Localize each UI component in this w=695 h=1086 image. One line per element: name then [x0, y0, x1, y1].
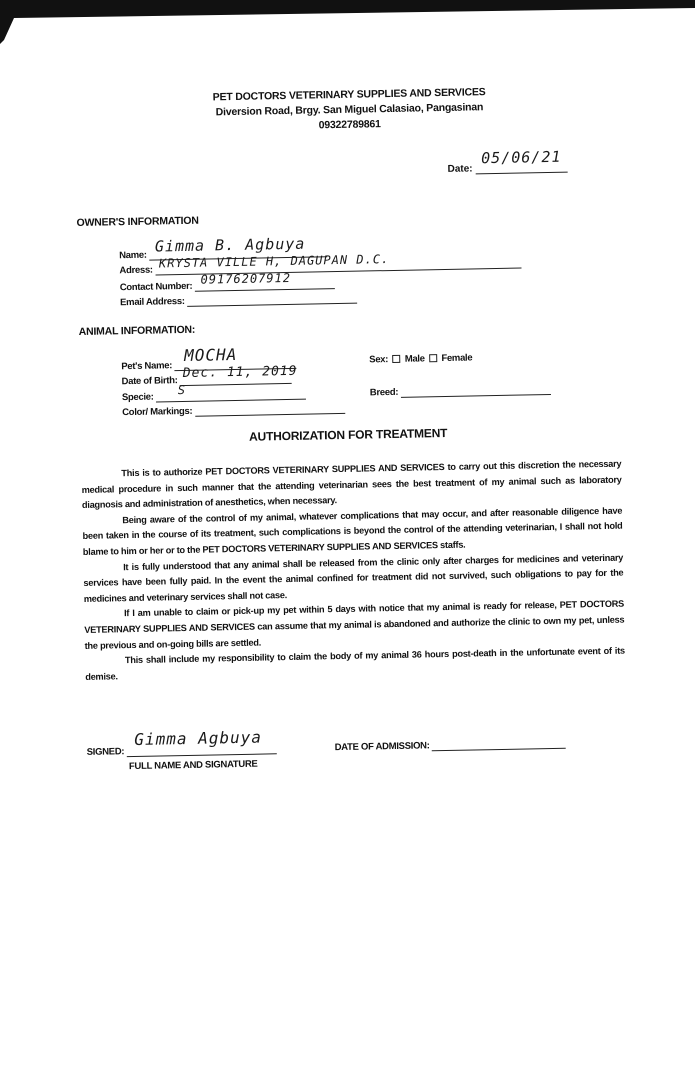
signature-value: Gimma Agbuya [134, 727, 263, 750]
owner-email-row [120, 291, 357, 309]
signed-label: SIGNED: [86, 746, 125, 758]
date-label: Date: [447, 163, 473, 175]
authorization-paragraph-4: If I am unable to claim or pick-up my pet within 5 days with notice that my animal is ready for release, PET DOCTORS VETERINARY SUPPLIES AND SERVICES can assume that my animal is abandoned and authorize the clinic to own my pet, unless the previous and on-going bills are settled. [84, 598, 625, 651]
authorization-paragraph-1: This is to authorize PET DOCTORS VETERINARY SUPPLIES AND SERVICES to carry out this discretion the necessary medical procedure in such manner that the attending veterinarian sees the best treatment of my animal such as laboratory diagnosis and administration of anesthetics, when necessary. [81, 458, 622, 511]
signed-row [86, 727, 277, 758]
sex-male-checkbox[interactable] [392, 355, 400, 363]
owner-name-label: Name: [119, 249, 147, 262]
authorization-body [81, 457, 625, 686]
admission-field[interactable] [432, 736, 566, 752]
pet-specie-row [121, 382, 306, 404]
pet-sex-label: Sex: [369, 354, 389, 366]
pet-specie-label: Specie: [121, 391, 154, 404]
letterhead [144, 84, 555, 137]
authorization-paragraph-2: Being aware of the control of my animal, whatever complications that may occur, and after reasonable diligence have been taken in the course of its treatment, such complications is beyond the control of the attending veterinarian, I shall not hold blame to him or her or to the PET DOCTORS VETERINARY SUPPLIES AND SERVICES staffs. [82, 505, 623, 557]
pet-dob-label: Date of Birth: [121, 375, 178, 388]
pet-specie-field[interactable] [156, 382, 306, 403]
owner-name-value: Gimma B. Agbuya [154, 234, 306, 256]
animal-section-title: ANIMAL INFORMATION: [78, 323, 196, 339]
pet-color-field[interactable] [195, 401, 345, 417]
owner-email-field[interactable] [187, 291, 357, 307]
owner-address-label: Adress: [119, 264, 153, 277]
authorization-paragraph-3: It is fully understood that any animal shall be released from the clinic only after charges for medicines and veterinary services have been fully paid. In the event the animal confined for treatment did not survived, such obligations to pay for the medicines and veterinary services shall not case. [83, 552, 624, 604]
authorization-title: AUTHORIZATION FOR TREATMENT [248, 425, 448, 444]
authorization-paragraph-5: This shall include my responsibility to claim the body of my animal 36 hours post-death in the unfortunate event of its demise. [85, 645, 625, 682]
pet-color-row [122, 401, 345, 418]
pet-name-label: Pet's Name: [121, 360, 173, 373]
owner-address-value: KRYSTA VILLE H, DAGUPAN D.C. [158, 252, 390, 271]
pet-dob-field[interactable] [180, 363, 298, 386]
date-row [447, 147, 567, 175]
date-value: 05/06/21 [481, 147, 562, 168]
owner-contact-label: Contact Number: [119, 280, 193, 294]
pet-sex-row [369, 352, 472, 365]
admission-row [335, 736, 566, 753]
pet-name-value: MOCHA [183, 344, 238, 365]
owner-section-title: OWNER'S INFORMATION [76, 214, 199, 230]
owner-contact-value: 09176207912 [200, 270, 292, 287]
owner-contact-field[interactable] [195, 270, 335, 292]
signature-field[interactable] [126, 727, 276, 757]
owner-email-label: Email Address: [119, 295, 185, 309]
business-name: PET DOCTORS VETERINARY SUPPLIES AND SERVICES [212, 86, 486, 104]
pet-color-label: Color/ Markings: [122, 405, 193, 419]
business-address: Diversion Road, Brgy. San Miguel Calasiao, Pangasinan [215, 101, 484, 119]
business-phone: 09322789861 [318, 118, 381, 132]
pet-breed-field[interactable] [400, 382, 550, 398]
date-field[interactable] [475, 147, 567, 175]
pet-breed-row [370, 382, 551, 398]
pet-dob-value: Dec. 11, 2019 [182, 363, 298, 382]
sex-male-label: Male [404, 353, 425, 365]
sex-female-label: Female [441, 352, 473, 365]
pet-specie-value: S [177, 382, 187, 398]
pet-breed-label: Breed: [369, 386, 399, 399]
sex-female-checkbox[interactable] [429, 355, 437, 363]
signature-caption: FULL NAME AND SIGNATURE [128, 758, 258, 773]
admission-label: DATE OF ADMISSION: [334, 740, 430, 754]
